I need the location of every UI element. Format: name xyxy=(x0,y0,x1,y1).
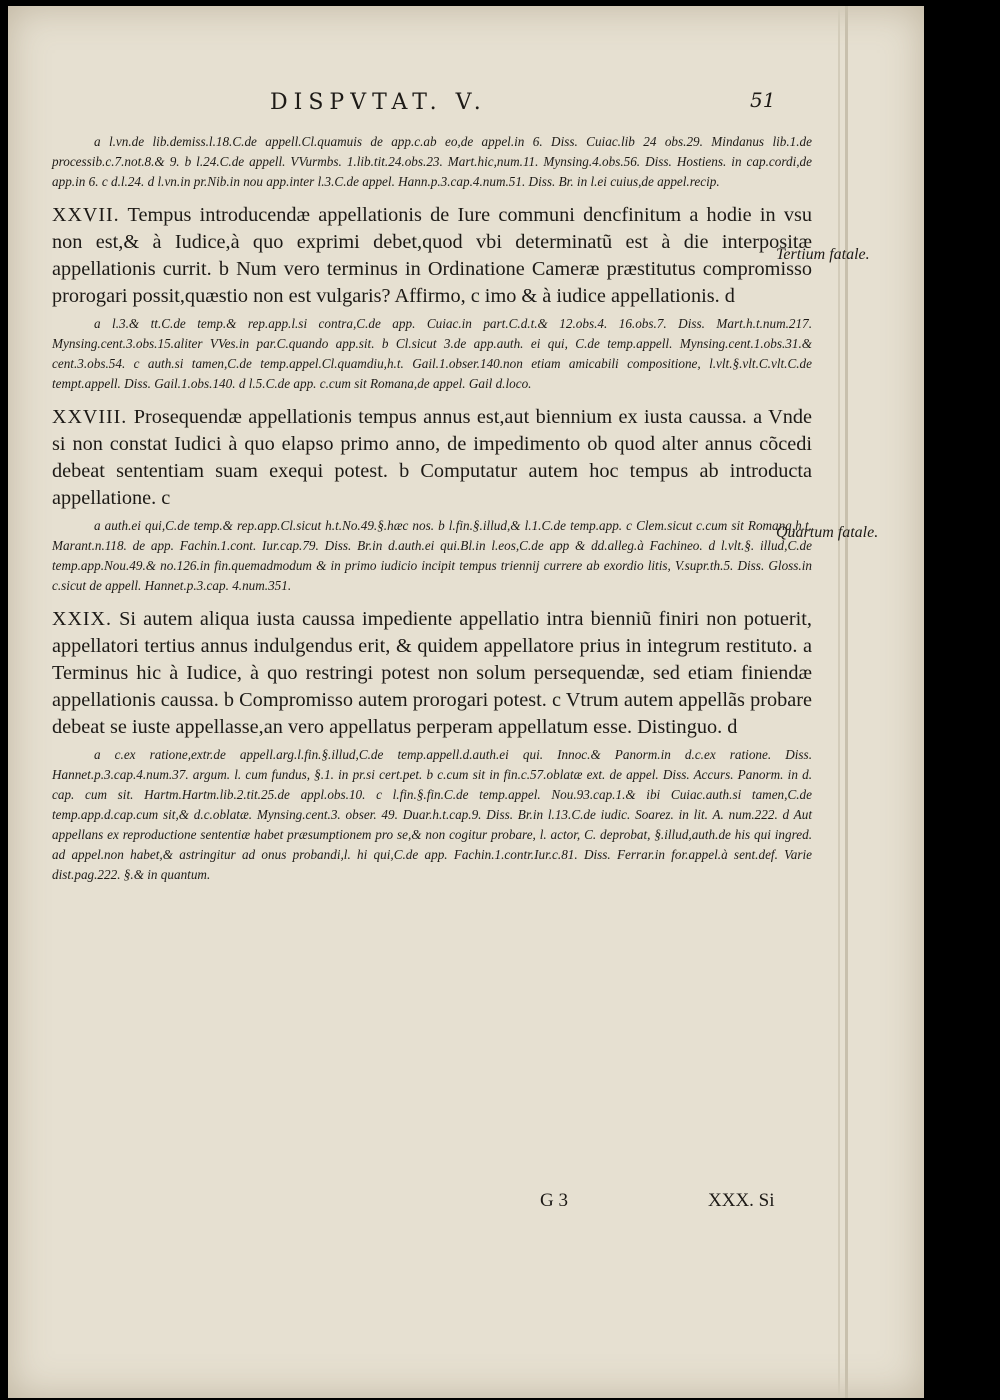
gutter-line xyxy=(845,6,848,1398)
page-body xyxy=(52,132,812,889)
thesis-text: Si autem aliqua iusta caussa impediente appellatio intra bienniũ finiri non potuerit, appellatori tertius annus indulgendus erit, & quidem appellatore prius in integrum restituto. a Terminus hic à Iudice, à quo restringi potest non solum persequendæ, sed etiam finiendæ appellationis caussa. b Compromisso autem prorogari potest. c Vtrum autem appellãs probare debeat se iuste appellasse,an vero appellatus perperam appellatum esse. Distinguo. d xyxy=(52,608,813,738)
footnote-block: a auth.ei qui,C.de temp.& rep.app.Cl.sicut h.t.No.49.§.hæc nos. b l.fin.§.illud,& l.1.C.de temp.app. c Clem.sicut c.cum sit Romana,h.t. Marant.n.118. de app. Fachin.1.cont. Iur.cap.79. Diss. Br.in d.auth.ei qui.Bl.in l.eos,C.de app & dd.alleg.à Fachineo. d l.vlt.§. illud,C.de temp.app.Nou.49.& no.126.in fin.quemadmodum & in primo iudicio incipit tempus triennij currere ab exordio litis, V.supr.th.5. Diss. Gloss.in c.sicut de appell. Hannet.p.3.cap. 4.num.351. xyxy=(52,518,812,593)
thesis-paragraph xyxy=(52,202,812,310)
thesis-text: Prosequendæ appellationis tempus annus est,aut biennium ex iusta caussa. a Vnde si non constat Iudici à quo elapso primo anno, de impedimento ob quod alter annus cõcedi debeat sententiam suam exequi potest. b Computatur autem hoc tempus ab introducta appellatione. c xyxy=(52,406,812,509)
footnote-block: a l.3.& tt.C.de temp.& rep.app.l.si contra,C.de app. Cuiac.in part.C.d.t.& 12.obs.4. 16.obs.7. Diss. Mart.h.t.num.217. Mynsing.cent.3.obs.15.aliter VVes.in par.C.quando app.sit. b Cl.sicut 3.de app.auth. ei qui, C.de temp.appell. Mynsing.cent.1.obs.31.& cent.3.obs.54. c auth.si tamen,C.de temp.appel.Cl.quamdiu,h.t. Gail.1.obser.140.non etiam amicabili compositione, l.vlt.§.vlt.C.vlt.C.de tempt.appell. Diss. Gail.1.obs.140. d l.5.C.de app. c.cum sit Romana,de appel. Gail d.loco. xyxy=(52,316,812,391)
signature-mark: G 3 xyxy=(540,1190,568,1211)
book-page xyxy=(8,6,924,1398)
folio-number: 51 xyxy=(750,88,776,112)
gutter-line-inner xyxy=(838,6,840,1398)
thesis-paragraph xyxy=(52,404,812,512)
page-header xyxy=(8,90,924,120)
footnote-block: a l.vn.de lib.demiss.l.18.C.de appell.Cl.quamuis de app.c.ab eo,de appel.in 6. Diss. Cuiac.lib 24 obs.29. Mindanus lib.1.de processib.c.7.not.8.& 9. b l.24.C.de appell. VVurmbs. 1.lib.tit.24.obs.23. Mart.hic,num.11. Mynsing.4.obs.56. Diss. Hostiens. in cap.cordi,de app.in 6. c d.l.24. d l.vn.in pr.Nib.in nou app.inter l.3.C.de appel. Hann.p.3.cap.4.num.51. Diss. Br. in l.ei cuius,de appel.recip. xyxy=(52,134,812,189)
catchword: XXX. Si xyxy=(708,1190,775,1211)
margin-note: Quartum fatale. xyxy=(776,524,879,541)
thesis-number: XXVII. xyxy=(52,204,120,226)
margin-note: Tertium fatale. xyxy=(776,246,870,263)
footnote-block: a c.ex ratione,extr.de appell.arg.l.fin.§.illud,C.de temp.appell.d.auth.ei qui. Innoc.& Panorm.in d.c.ex ratione. Diss. Hannet.p.3.cap.4.num.37. argum. l. cum fundus, §.1. in pr.si cert.pet. b c.cum sit in fin.c.57.oblatæ ext. de appel. Diss. Accurs. Panorm. in d. cap. cum sit. Hartm.Hartm.lib.2.tit.25.de appl.obs.10. c l.fin.§.fin.C.de temp.appel. Nou.93.cap.1.& ibi Cuiac.auth.si tamen,C.de temp.app.d.cap.cum sit,& d.c.oblatæ. Mynsing.cent.3. obser. 49. Duar.h.t.cap.9. Diss. Br.in l.13.C.de iudic. Soarez. in lit. A. num.222. d Aut appellans ex reproductione sententiæ habet præsumptionem pro se,& non cogitur probare, l. actor, C. deprobat, §.illud,auth.de his qui ingred. ad appel.non habet,& astringitur ad onus probandi,l. hi qui,C.de app. Fachin.1.contr.Iur.c.81. Diss. Ferrar.in for.appel.à sent.def. Varie dist.pag.222. §.& in quantum. xyxy=(52,747,812,882)
thesis-number: XXIX. xyxy=(52,608,112,630)
thesis-number: XXVIII. xyxy=(52,406,128,428)
running-head: DISPVTAT. V. xyxy=(270,90,487,115)
thesis-paragraph xyxy=(52,606,812,741)
thesis-text: Tempus introducendæ appellationis de Iure communi dencfinitum a hodie in vsu non est,& à Iudice,à quo exprimi debet,quod vbi determinatũ est à die interpositæ appellationis currit. b Num vero terminus in Ordinatione Cameræ præstitutus compromisso prorogari possit,quæstio non est vulgaris? Affirmo, c imo & à iudice appellationis. d xyxy=(52,204,812,307)
